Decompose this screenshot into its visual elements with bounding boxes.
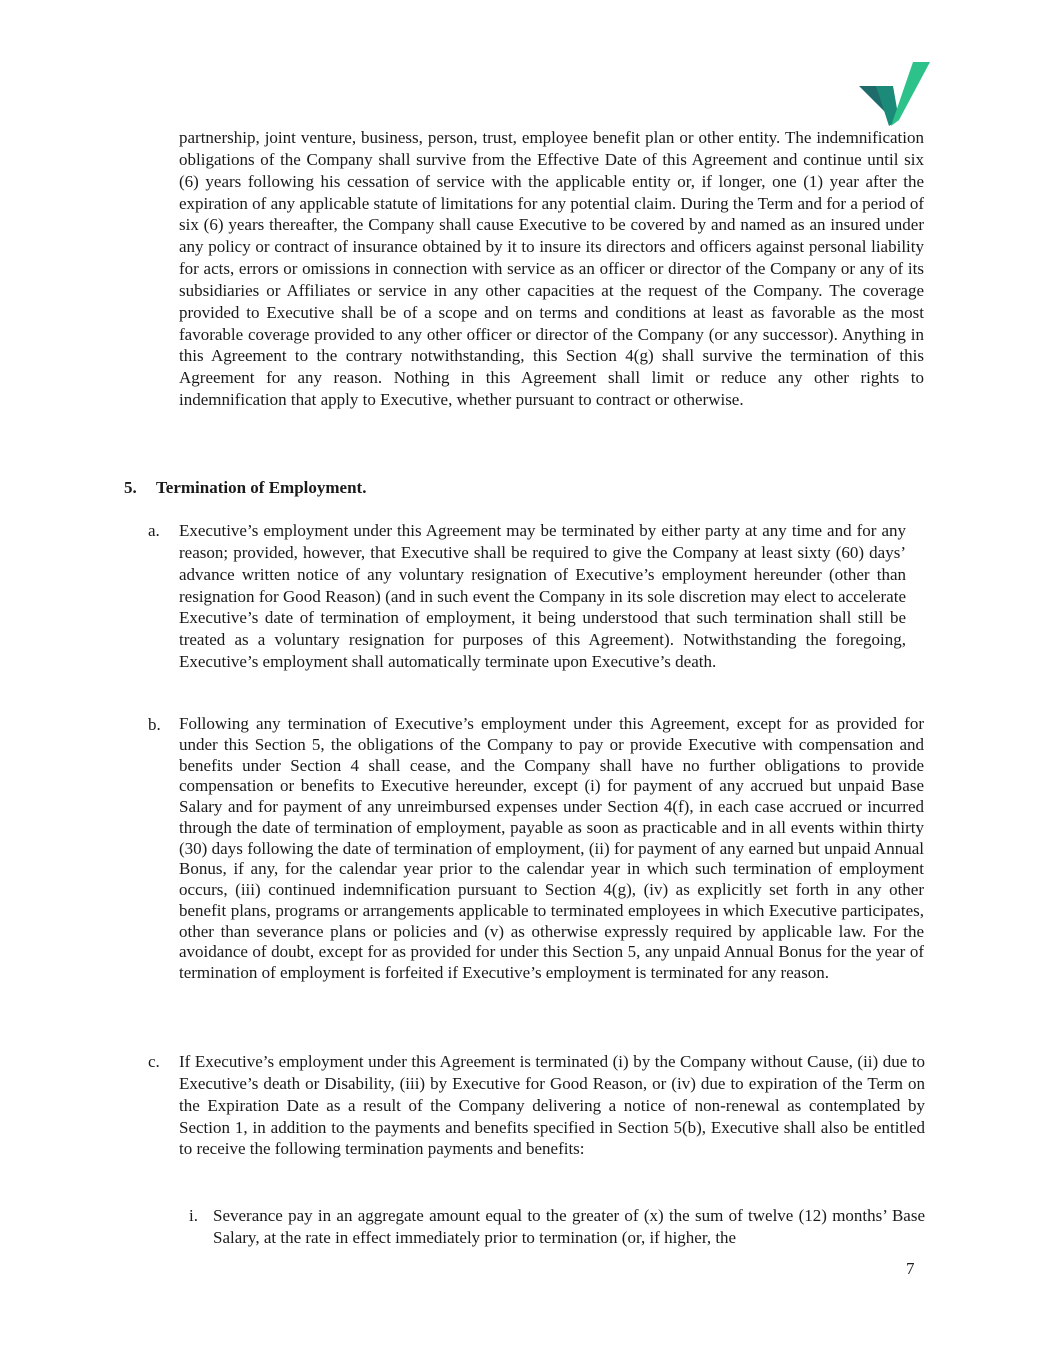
company-logo <box>856 60 932 128</box>
company-logo-icon <box>856 60 932 128</box>
item-a-marker: a. <box>148 521 160 540</box>
section-heading <box>124 477 366 499</box>
item-a-text: Executive’s employment under this Agreement may be terminated by either party at any time and for any reason; provided, however, that Executive shall be required to give the Company at least sixty (60) days’ advance written notice of any voluntary resignation of Executive’s employment hereunder (other than resignation for Good Reason) (and in such event the Company in its sole discretion may elect to accelerate Executive’s date of termination of employment, it being understood that such termination shall still be treated as a voluntary resignation for purposes of this Agreement). Notwithstanding the foregoing, Executive’s employment shall automatically terminate upon Executive’s death. <box>179 521 906 672</box>
section-number: 5. <box>124 478 137 497</box>
subitem-i-text: Severance pay in an aggregate amount equal to the greater of (x) the sum of twelve (12) months’ Base Salary, at the rate in effect immediately prior to termination (or, if higher, the <box>213 1206 925 1247</box>
intro-paragraph: partnership, joint venture, business, person, trust, employee benefit plan or other entity. The indemnification obligations of the Company shall survive from the Effective Date of this Agreement and continue until six (6) years following his cessation of service with the applicable entity or, if longer, one (1) year after the expiration of any applicable statute of limitations for any potential claim. During the Term and for a period of six (6) years thereafter, the Company shall cause Executive to be covered by and named as an insured under any policy or contract of insurance obtained by it to insure its directors and officers against personal liability for acts, errors or omissions in connection with service as an officer or director of the Company or any of its subsidiaries or Affiliates or service in any other capacities at the request of the Company. The coverage provided to Executive shall be of a scope and on terms and conditions at least as favorable as the most favorable coverage provided to any other officer or director of the Company (or any successor). Anything in this Agreement to the contrary notwithstanding, this Section 4(g) shall survive the termination of this Agreement for any reason. Nothing in this Agreement shall limit or reduce any other rights to indemnification that apply to Executive, whether pursuant to contract or otherwise. <box>179 128 924 410</box>
item-b-text: Following any termination of Executive’s employment under this Agreement, except for as provided for under this Section 5, the obligations of the Company to pay or provide Executive with compensation and benefits under Section 4 shall cease, and the Company shall have no further obligations to provide compensation or benefits to Executive hereunder, except (i) for payment of any accrued but unpaid Base Salary and for payment of any unreimbursed expenses under Section 4(f), in each case accrued or incurred through the date of termination of employment, payable as soon as practicable and in all events within thirty (30) days following the date of termination of employment, (ii) for payment of any earned but unpaid Annual Bonus, if any, for the calendar year prior to the calendar year in which such termination of employment occurs, (iii) continued indemnification pursuant to Section 4(g), (iv) as explicitly set forth in any other benefit plans, programs or arrangements applicable to terminated employees in which Executive participates, other than severance plans or policies and (v) as otherwise expressly required by applicable law. For the avoidance of doubt, except for as provided for under this Section 5, any unpaid Annual Bonus for the year of termination of employment is forfeited if Executive’s employment is terminated for any reason. <box>179 714 924 982</box>
section-title: Termination of Employment. <box>156 478 367 497</box>
page-number: 7 <box>906 1259 915 1278</box>
item-c-text: If Executive’s employment under this Agreement is terminated (i) by the Company without Cause, (ii) due to Executive’s death or Disability, (iii) by Executive for Good Reason, or (iv) due to expiration of the Term on the Expiration Date as a result of the Company delivering a notice of non-renewal as contemplated by Section 1, in addition to the payments and benefits specified in Section 5(b), Executive shall also be entitled to receive the following termination payments and benefits: <box>179 1052 925 1159</box>
logo-light-stripe <box>891 62 930 126</box>
item-b-marker: b. <box>148 715 161 734</box>
item-c-marker: c. <box>148 1052 160 1071</box>
subitem-i-marker: i. <box>189 1206 198 1225</box>
